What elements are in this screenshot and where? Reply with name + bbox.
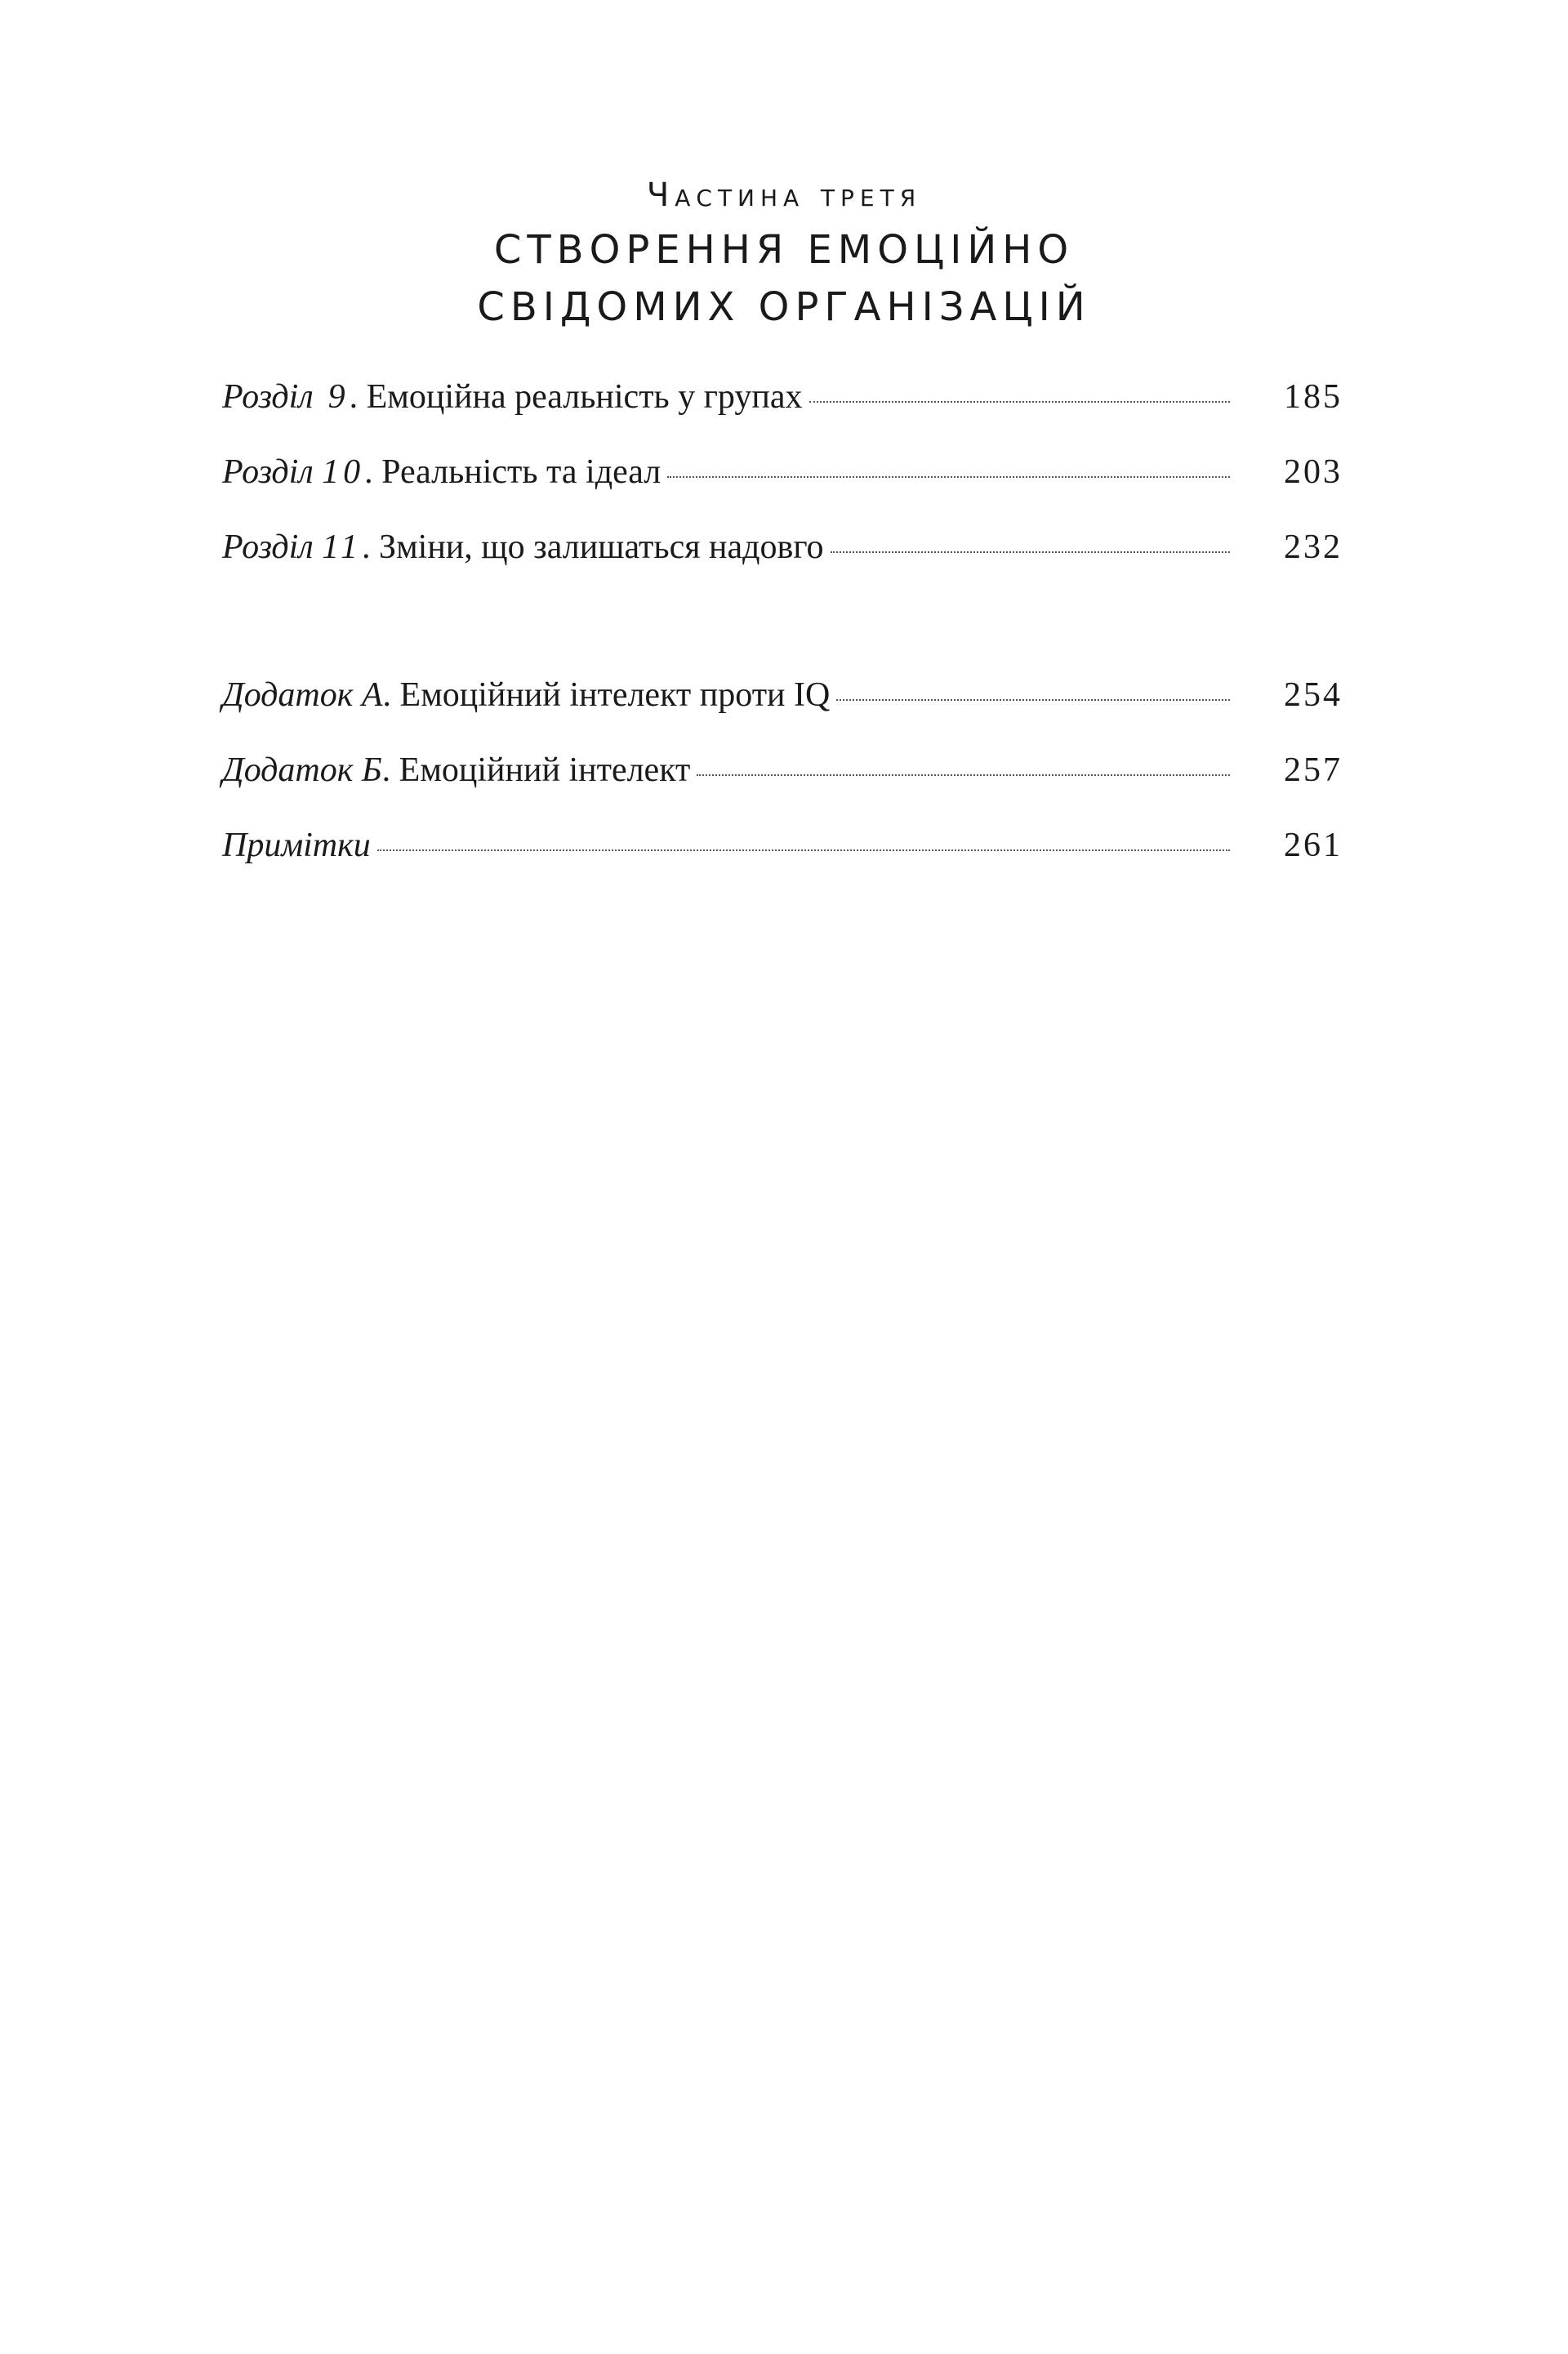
toc-appendix-title: Емоційний інтелект — [399, 751, 691, 789]
toc-chapter-title: Зміни, що залишаться надовго — [379, 528, 824, 566]
toc-separator: . — [382, 676, 400, 714]
toc-row-chapter-11[interactable] — [222, 526, 1343, 601]
toc-dot-leader — [836, 698, 1230, 701]
part-heading — [0, 172, 1568, 333]
toc-chapter-prefix: Розділ — [222, 528, 314, 566]
toc-row-appendix-b[interactable] — [222, 749, 1343, 824]
table-of-contents-chapters — [222, 376, 1343, 601]
toc-chapter-number: 9 — [327, 378, 350, 416]
toc-chapter-number: 10 — [322, 453, 365, 491]
toc-notes-label: Примітки — [222, 827, 371, 864]
toc-row-appendix-a[interactable] — [222, 674, 1343, 749]
part-title-line-1: СТВОРЕННЯ ЕМОЦІЙНО — [493, 227, 1075, 273]
toc-chapter-number: 11 — [322, 528, 363, 566]
toc-page-number: 232 — [1284, 528, 1343, 566]
part-label: Частина третя — [646, 176, 922, 214]
toc-separator: . — [362, 528, 380, 566]
toc-entry-text — [222, 824, 371, 867]
toc-page-number: 261 — [1284, 827, 1343, 864]
toc-dot-leader — [831, 551, 1230, 553]
toc-page-number: 203 — [1284, 453, 1343, 491]
table-of-contents-appendices — [222, 674, 1343, 899]
toc-entry-text — [222, 526, 824, 568]
toc-separator: . — [364, 453, 382, 491]
part-title-line-2: СВІДОМИХ ОРГАНІЗАЦІЙ — [477, 284, 1091, 330]
toc-page-number: 257 — [1284, 751, 1343, 789]
toc-entry-text — [222, 376, 803, 418]
toc-entry-text — [222, 674, 830, 716]
toc-chapter-prefix: Розділ — [222, 453, 314, 491]
toc-entry-text — [222, 451, 661, 493]
toc-chapter-title: Реальність та ідеал — [381, 453, 662, 491]
toc-dot-leader — [809, 400, 1231, 403]
toc-chapter-prefix: Розділ — [222, 378, 314, 416]
toc-page-number: 185 — [1284, 378, 1343, 416]
toc-entry-text — [222, 749, 690, 791]
toc-appendix-title: Емоційний інтелект проти IQ — [399, 676, 831, 714]
toc-separator: . — [381, 751, 399, 789]
toc-separator: . — [349, 378, 367, 416]
toc-appendix-prefix: Додаток Б — [222, 751, 382, 789]
toc-chapter-title: Емоційна реальність у групах — [366, 378, 803, 416]
toc-dot-leader — [377, 849, 1230, 851]
toc-appendix-prefix: Додаток А — [222, 676, 383, 714]
toc-row-chapter-10[interactable] — [222, 451, 1343, 526]
toc-page-number: 254 — [1284, 676, 1343, 714]
toc-dot-leader — [667, 475, 1230, 478]
toc-row-notes[interactable] — [222, 824, 1343, 899]
toc-row-chapter-9[interactable] — [222, 376, 1343, 451]
toc-dot-leader — [697, 774, 1230, 776]
